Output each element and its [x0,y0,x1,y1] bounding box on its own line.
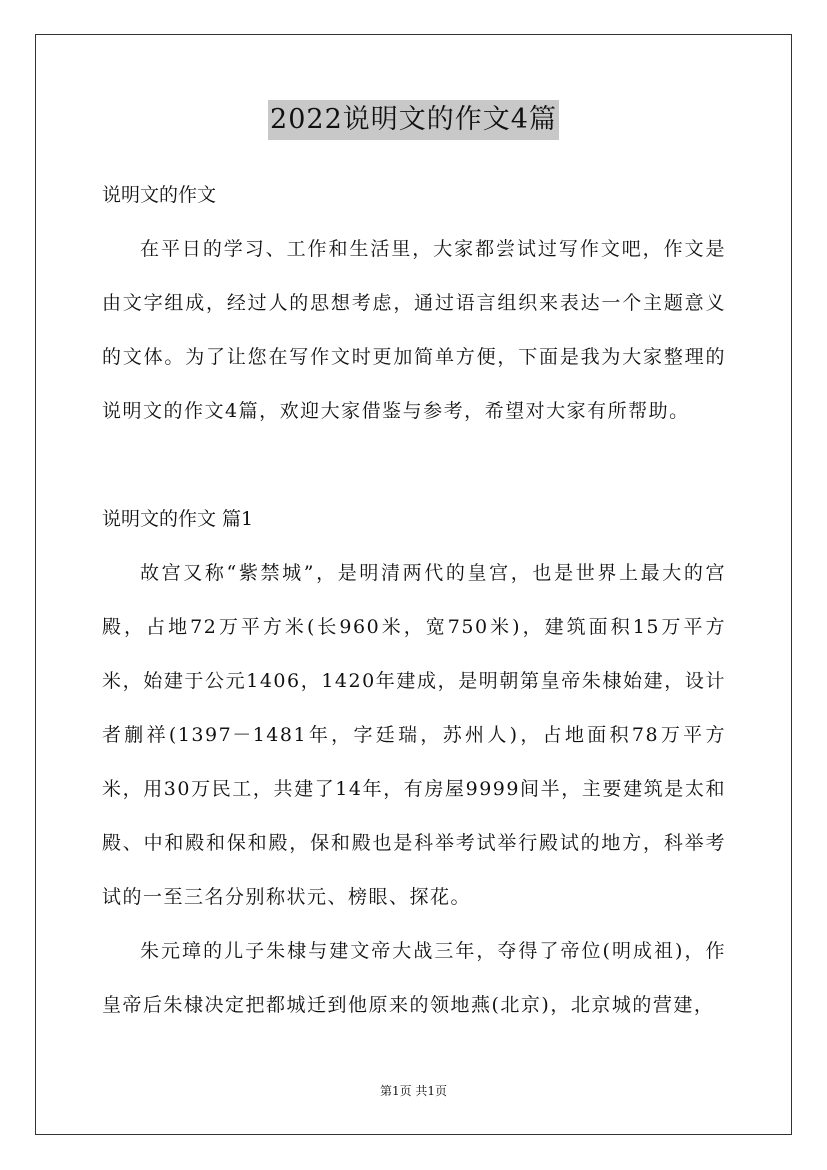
title-container [0,100,827,140]
section1-paragraph-2: 朱元璋的儿子朱棣与建文帝大战三年，夺得了帝位(明成祖)，作皇帝后朱棣决定把都城迁到他原来的领地燕(北京)，北京城的营建， [102,940,726,1016]
section1-heading: 说明文的作文 篇1 [102,508,254,530]
document-title: 2022说明文的作文4篇 [268,100,559,140]
intro-paragraph: 在平日的学习、工作和生活里，大家都尝试过写作文吧，作文是由文字组成，经过人的思想考虑，通过语言组织来表达一个主题意义的文体。为了让您在写作文时更加简单方便，下面是我为大家整理的说明文的作文4篇，欢迎大家借鉴与参考，希望对大家有所帮助。 [102,238,726,422]
section-spacer [102,438,726,492]
intro-heading: 说明文的作文 [102,184,217,206]
document-body [102,168,726,1032]
section1-paragraph-1: 故宫又称“紫禁城”，是明清两代的皇宫，也是世界上最大的宫殿，占地72万平方米(长960米，宽750米)，建筑面积15万平方米，始建于公元1406，1420年建成，是明朝第皇帝朱棣始建，设计者蒯祥(1397－1481年，字廷瑞，苏州人)，占地面积78万平方米，用30万民工，共建了14年，有房屋9999间半，主要建筑是太和殿、中和殿和保和殿，保和殿也是科举考试举行殿试的地方，科举考试的一至三名分别称状元、榜眼、探花。 [102,562,726,908]
page-footer: 第1页 共1页 [379,1084,448,1098]
